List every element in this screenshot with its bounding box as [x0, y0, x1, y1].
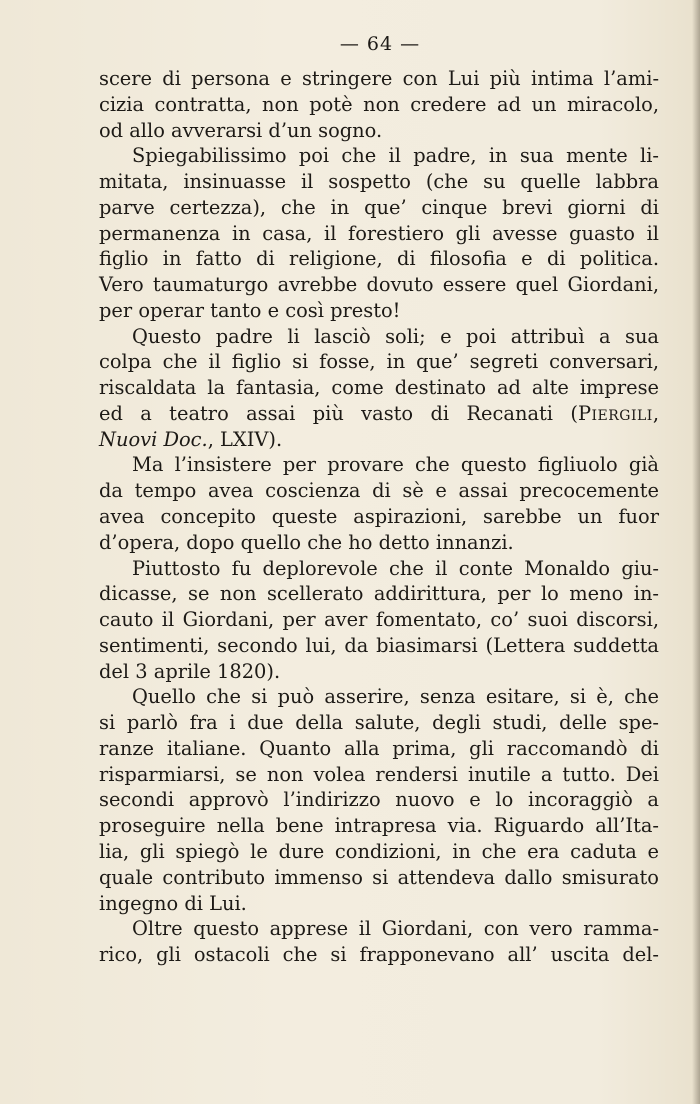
italic-citation: Nuovi Doc.: [99, 427, 208, 451]
text-line: ranze italiane. Quanto alla prima, gli raccomandò di: [99, 736, 659, 760]
text-line: figlio in fatto di religione, di filosofia e di politica.: [99, 247, 659, 271]
text-line: scere di persona e stringere con Lui più intima l’ami-: [99, 67, 659, 90]
text-line: rico, gli ostacoli che si frapponevano all’ uscita del-: [99, 943, 659, 967]
text-line: Quello che si può asserire, senza esitare, si è, che: [132, 685, 659, 709]
text-fragment: , LXIV).: [207, 427, 283, 451]
text-line: secondi approvò l’indirizzo nuovo e lo incoraggiò a: [99, 788, 659, 812]
text-line: d’opera, dopo quello che ho detto innanzi.: [99, 530, 514, 554]
text-line: cauto il Giordani, per aver fomentato, co’ suoi discorsi,: [99, 608, 659, 632]
text-line: dicasse, se non scellerato addirittura, per lo meno in-: [99, 582, 659, 606]
text-line: mitata, insinuasse il sospetto (che su quelle labbra: [99, 170, 659, 194]
text-line: sentimenti, secondo lui, da biasimarsi (Lettera suddetta: [99, 633, 659, 657]
text-line: del 3 aprile 1820).: [99, 659, 281, 683]
text-line: cizia contratta, non potè non credere ad un miracolo,: [99, 92, 659, 116]
text-line: Piuttosto fu deplorevole che il conte Monaldo giu-: [132, 556, 659, 580]
text-line: si parlò fra i due della salute, degli studi, delle spe-: [99, 711, 659, 735]
text-line: lia, gli spiegò le dure condizioni, in che era caduta e: [99, 839, 659, 863]
text-line: colpa che il figlio si fosse, in que’ segreti conversari,: [99, 350, 659, 374]
text-line: risparmiarsi, se non volea rendersi inutile a tutto. Dei: [99, 762, 659, 786]
text-line: ingegno di Lui.: [99, 891, 247, 915]
text-line: proseguire nella bene intrapresa via. Riguardo all’Ita-: [99, 814, 659, 838]
text-line: Spiegabilissimo poi che il padre, in sua mente li-: [132, 144, 659, 168]
text-line-with-smallcaps: [99, 401, 659, 427]
text-line: per operar tanto e così presto!: [99, 298, 401, 322]
text-line: parve certezza), che in que’ cinque brevi giorni di: [99, 195, 659, 219]
text-line: od allo avverarsi d’un sogno.: [99, 118, 383, 142]
body-text: [99, 66, 659, 968]
text-line: avea concepito queste aspirazioni, sarebbe un fuor: [99, 505, 659, 529]
text-line: riscaldata la fantasia, come destinato ad alte imprese: [99, 376, 659, 400]
page-edge-shadow: [692, 0, 700, 1104]
text-line: Vero taumaturgo avrebbe dovuto essere quel Giordani,: [99, 273, 659, 297]
text-line: quale contributo immenso si attendeva dallo smisurato: [99, 865, 659, 889]
author-name-smallcaps: Piergili: [577, 401, 653, 425]
text-line: Questo padre li lasciò soli; e poi attribuì a sua: [132, 324, 659, 348]
text-fragment: ,: [652, 401, 659, 425]
text-line: da tempo avea coscienza di sè e assai precocemente: [99, 479, 659, 503]
text-line: Ma l’insistere per provare che questo figliuolo già: [132, 453, 659, 477]
page-number: — 64 —: [339, 33, 421, 55]
text-line: Oltre questo apprese il Giordani, con vero ramma-: [132, 917, 659, 941]
text-line-with-italic: [99, 427, 659, 453]
text-fragment: ed a teatro assai più vasto di Recanati (: [99, 401, 578, 425]
text-line: permanenza in casa, il forestiero gli avesse guasto il: [99, 221, 659, 245]
